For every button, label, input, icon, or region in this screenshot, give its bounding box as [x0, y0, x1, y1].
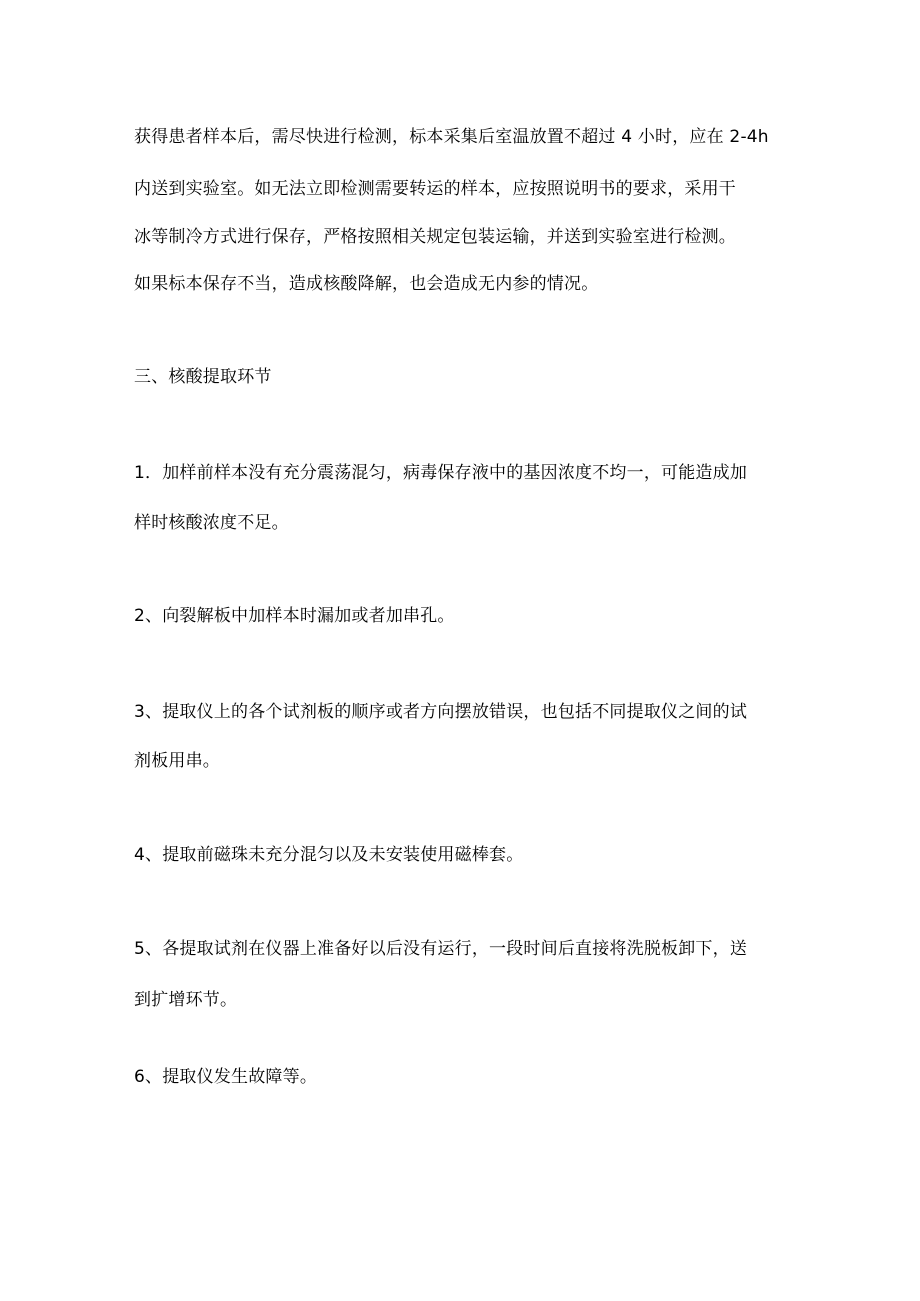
list-item-line: 样时核酸浓度不足。 — [134, 513, 289, 533]
paragraph-line: 获得患者样本后，需尽快进行检测，标本采集后室温放置不超过 4 小时，应在 2-4h — [134, 127, 769, 147]
paragraph-line: 冰等制冷方式进行保存，严格按照相关规定包装运输，并送到实验室进行检测。 — [134, 227, 736, 247]
section-heading: 三、核酸提取环节 — [134, 367, 272, 387]
list-item-line: 剂板用串。 — [134, 751, 220, 771]
paragraph-line: 内送到实验室。如无法立即检测需要转运的样本，应按照说明书的要求，采用干 — [134, 179, 736, 199]
list-item-line: 1．加样前样本没有充分震荡混匀，病毒保存液中的基因浓度不均一，可能造成加 — [134, 463, 748, 483]
list-item-line: 4、提取前磁珠未充分混匀以及未安装使用磁棒套。 — [134, 845, 524, 865]
list-item-line: 2、向裂解板中加样本时漏加或者加串孔。 — [134, 606, 455, 626]
list-item-line: 5、各提取试剂在仪器上准备好以后没有运行，一段时间后直接将洗脱板卸下，送 — [134, 939, 748, 959]
list-item-line: 到扩增环节。 — [134, 990, 238, 1010]
list-item-line: 3、提取仪上的各个试剂板的顺序或者方向摆放错误，也包括不同提取仪之间的试 — [134, 702, 748, 722]
list-item-line: 6、提取仪发生故障等。 — [134, 1067, 318, 1087]
paragraph-line: 如果标本保存不当，造成核酸降解，也会造成无内参的情况。 — [134, 274, 599, 294]
